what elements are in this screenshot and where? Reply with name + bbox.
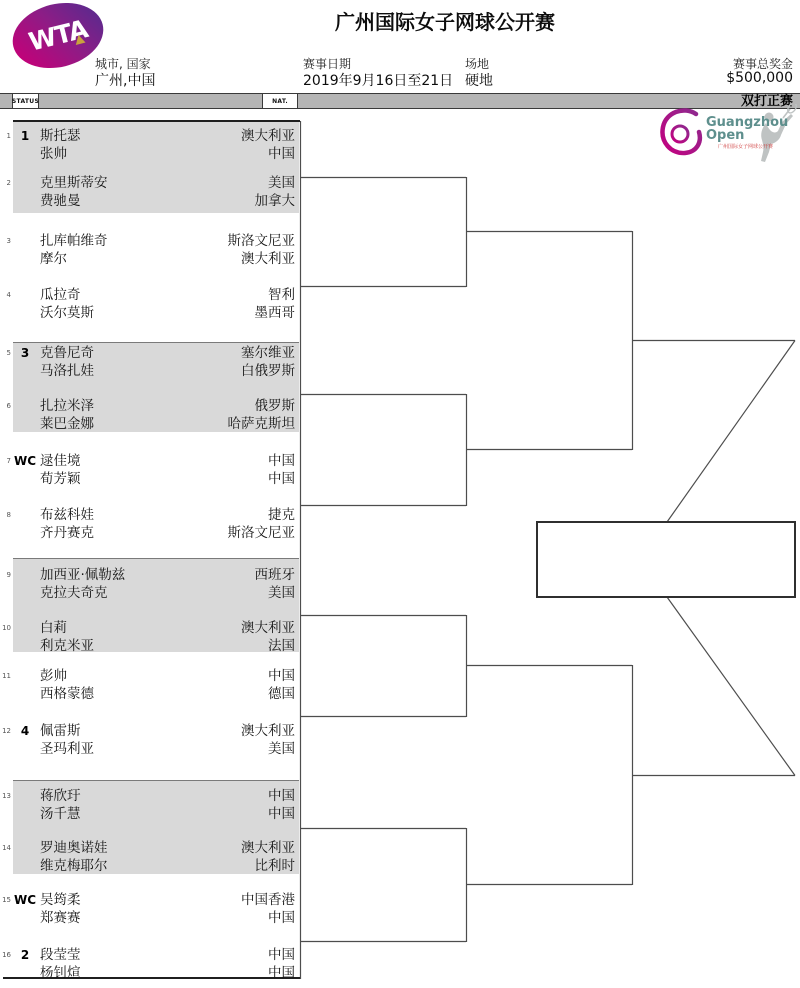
position-number: 8	[6, 511, 11, 519]
position-number: 12	[2, 727, 11, 735]
player-names	[40, 566, 125, 602]
country-name: 中国	[268, 910, 295, 926]
country-name: 美国	[268, 741, 295, 757]
player-name: 荀芳颖	[40, 471, 81, 487]
position-number: 11	[2, 672, 11, 680]
team-entry	[0, 506, 300, 544]
player-name: 莱巴金娜	[40, 416, 94, 432]
player-countries	[241, 891, 295, 927]
country-name: 中国	[268, 453, 295, 469]
country-name: 捷克	[268, 507, 295, 523]
page-title: 广州国际女子网球公开赛	[335, 10, 555, 34]
seed-number: 2	[20, 948, 30, 962]
country-name: 斯洛文尼亚	[227, 525, 295, 541]
player-name: 汤千慧	[40, 806, 81, 822]
country-name: 白俄罗斯	[241, 363, 295, 379]
final-box	[537, 522, 795, 597]
position-number: 14	[2, 844, 11, 852]
event-logo-subtitle: 广州国际女子网球公开赛	[718, 144, 774, 150]
player-name: 克拉夫奇克	[40, 585, 108, 601]
player-name: 马洛扎娃	[40, 363, 94, 379]
team-entry	[0, 946, 300, 984]
country-name: 加拿大	[254, 193, 295, 209]
venue-label: 场地	[465, 57, 490, 71]
player-countries	[268, 787, 295, 823]
player-name: 佩雷斯	[40, 723, 81, 739]
country-name: 中国	[268, 806, 295, 822]
team-entry	[0, 891, 300, 929]
team-entry	[0, 174, 300, 212]
player-name: 西格蒙德	[40, 686, 94, 702]
player-name: 齐丹赛克	[40, 525, 94, 541]
position-number: 7	[6, 457, 11, 465]
country-name: 中国香港	[241, 892, 295, 908]
wta-logo-text: WTA	[25, 14, 91, 57]
player-countries	[241, 722, 295, 758]
position-number: 3	[6, 237, 11, 245]
nat-cell: NAT.	[262, 94, 298, 108]
seed-number: 3	[20, 346, 30, 360]
country-name: 中国	[268, 471, 295, 487]
player-name: 斯托瑟	[40, 128, 81, 144]
player-name: 张帅	[40, 146, 67, 162]
player-names	[40, 344, 94, 380]
country-name: 法国	[268, 638, 295, 654]
player-name: 利克米亚	[40, 638, 94, 654]
date-value: 2019年9月16日至21日	[303, 73, 454, 89]
country-name: 西班牙	[254, 567, 295, 583]
player-countries	[241, 127, 295, 163]
team-entry	[0, 839, 300, 877]
position-number: 5	[6, 349, 11, 357]
player-countries	[268, 667, 295, 703]
player-countries	[228, 232, 296, 268]
team-entry	[0, 397, 300, 435]
team-entry	[0, 344, 300, 382]
seed-number: 4	[20, 724, 30, 738]
event-logo-name-2: Open	[706, 128, 745, 143]
position-number: 15	[2, 896, 11, 904]
player-names	[40, 839, 108, 875]
player-countries	[241, 839, 295, 875]
country-name: 比利时	[254, 858, 295, 874]
position-number: 6	[6, 402, 11, 410]
country-name: 斯洛文尼亚	[227, 233, 295, 249]
position-number: 9	[6, 571, 11, 579]
team-entry	[0, 286, 300, 324]
player-name: 瓜拉奇	[40, 287, 81, 303]
player-countries	[255, 174, 296, 210]
player-countries	[255, 566, 296, 602]
country-name: 澳大利亚	[241, 723, 295, 739]
country-name: 智利	[268, 287, 295, 303]
event-logo-name-1: Guangzhou	[706, 115, 789, 130]
player-name: 段莹莹	[40, 947, 81, 963]
team-entry	[0, 667, 300, 705]
prize-value: $500,000	[726, 70, 793, 86]
player-names	[40, 232, 108, 268]
player-name: 布兹科娃	[40, 507, 94, 523]
position-number: 4	[6, 291, 11, 299]
player-names	[40, 286, 94, 322]
status-cell: STATUS	[12, 94, 39, 108]
player-countries	[228, 506, 296, 542]
prize-label: 赛事总奖金	[732, 57, 793, 71]
player-countries	[241, 619, 295, 655]
seed-number: 1	[20, 129, 30, 143]
player-name: 扎库帕维奇	[40, 233, 108, 249]
country-name: 塞尔维亚	[241, 345, 295, 361]
player-countries	[228, 397, 296, 433]
event-logo	[652, 104, 800, 166]
country-name: 德国	[268, 686, 295, 702]
player-countries	[268, 452, 295, 488]
wildcard-badge: WC	[13, 893, 37, 907]
position-number: 16	[2, 951, 11, 959]
player-name: 扎拉米泽	[40, 398, 94, 414]
position-number: 1	[6, 132, 11, 140]
player-name: 克鲁尼奇	[40, 345, 94, 361]
player-name: 加西亚·佩勒兹	[40, 567, 126, 583]
player-names	[40, 787, 81, 823]
player-name: 维克梅耶尔	[40, 858, 108, 874]
country-name: 哈萨克斯坦	[227, 416, 295, 432]
player-name: 逯佳境	[40, 453, 81, 469]
country-name: 中国	[268, 788, 295, 804]
player-names	[40, 174, 108, 210]
team-entry	[0, 566, 300, 604]
event-logo-swirl-icon	[663, 110, 700, 153]
country-name: 中国	[268, 965, 295, 981]
team-entry	[0, 619, 300, 657]
player-names	[40, 452, 81, 488]
country-name: 澳大利亚	[241, 840, 295, 856]
player-countries	[241, 344, 295, 380]
country-name: 美国	[268, 585, 295, 601]
player-countries	[268, 946, 295, 982]
player-name: 摩尔	[40, 251, 67, 267]
player-names	[40, 946, 81, 982]
player-names	[40, 891, 81, 927]
player-name: 费驰曼	[40, 193, 81, 209]
player-name: 沃尔莫斯	[40, 305, 94, 321]
player-names	[40, 506, 94, 542]
country-name: 澳大利亚	[241, 251, 295, 267]
team-entry	[0, 722, 300, 760]
player-name: 罗迪奥诺娃	[40, 840, 108, 856]
player-names	[40, 397, 94, 433]
country-name: 美国	[268, 175, 295, 191]
team-entry	[0, 232, 300, 270]
team-entry	[0, 452, 300, 490]
team-entry	[0, 787, 300, 825]
city-label: 城市, 国家	[95, 57, 151, 71]
venue-value: 硬地	[465, 73, 493, 89]
player-names	[40, 127, 81, 163]
player-names	[40, 667, 94, 703]
player-name: 白莉	[40, 620, 67, 636]
country-name: 墨西哥	[254, 305, 295, 321]
player-name: 克里斯蒂安	[40, 175, 108, 191]
player-name: 彭帅	[40, 668, 67, 684]
country-name: 俄罗斯	[254, 398, 295, 414]
event-logo-player-icon	[761, 104, 798, 162]
player-name: 圣玛利亚	[40, 741, 94, 757]
draw-type-label: 双打正赛	[740, 94, 793, 109]
player-countries	[255, 286, 296, 322]
position-number: 13	[2, 792, 11, 800]
country-name: 中国	[268, 947, 295, 963]
player-names	[40, 619, 94, 655]
position-number: 2	[6, 179, 11, 187]
player-names	[40, 722, 94, 758]
wildcard-badge: WC	[13, 454, 37, 468]
player-name: 吴筠柔	[40, 892, 81, 908]
player-name: 郑赛赛	[40, 910, 81, 926]
city-value: 广州,中国	[95, 73, 156, 89]
country-name: 澳大利亚	[241, 128, 295, 144]
date-label: 赛事日期	[303, 57, 352, 71]
country-name: 中国	[268, 146, 295, 162]
country-name: 澳大利亚	[241, 620, 295, 636]
team-entry	[0, 127, 300, 165]
country-name: 中国	[268, 668, 295, 684]
player-name: 蒋欣玗	[40, 788, 81, 804]
player-name: 杨钊煊	[40, 965, 81, 981]
position-number: 10	[2, 624, 11, 632]
